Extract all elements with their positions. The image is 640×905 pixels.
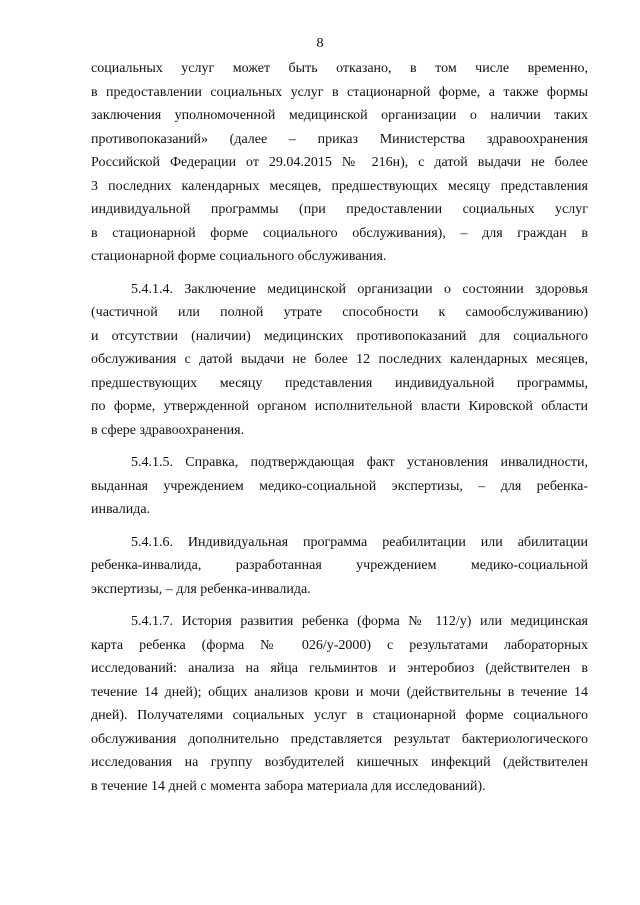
text-line: по форме, утвержденной органом исполнительной власти Кировской области <box>91 399 588 414</box>
text-line: 5.4.1.6. Индивидуальная программа реабилитации или абилитации <box>131 534 588 550</box>
paragraph-5-4-1-4 <box>91 278 588 443</box>
text-line: ребенка-инвалида, разработанная учреждением медико-социальной <box>91 558 588 573</box>
document-body <box>91 57 588 798</box>
text-line: 5.4.1.4. Заключение медицинской организации о состоянии здоровья <box>131 281 588 297</box>
paragraph-spacer <box>91 442 588 451</box>
text-line: 3 последних календарных месяцев, предшествующих месяцу представления <box>91 178 588 194</box>
text-line: экспертизы, – для ребенка-инвалида. <box>91 581 311 597</box>
text-line: 5.4.1.5. Справка, подтверждающая факт установления инвалидности, <box>131 455 588 470</box>
text-line: обслуживания дополнительно представляется результат бактериологического <box>91 731 588 747</box>
text-line: исследования на группу возбудителей кишечных инфекций (действителен <box>91 755 588 770</box>
text-line: 5.4.1.7. История развития ребенка (форма № 112/у) или медицинская <box>131 614 588 629</box>
text-line: социальных услуг может быть отказано, в том числе временно, <box>91 61 588 76</box>
paragraph-5-4-1-7 <box>91 610 588 798</box>
text-line: противопоказаний» (далее – приказ Министерства здравоохранения <box>91 131 588 147</box>
text-line: в стационарной форме социального обслуживания), – для граждан в <box>91 225 588 241</box>
text-line: в течение 14 дней с момента забора материала для исследований). <box>91 778 486 794</box>
text-line: индивидуальной программы (при предоставлении социальных услуг <box>91 202 588 217</box>
text-line: Российской Федерации от 29.04.2015 № 216н), с датой выдачи не более <box>91 155 588 170</box>
text-line: выданная учреждением медико-социальной экспертизы, – для ребенка- <box>91 478 588 494</box>
text-line: в предоставлении социальных услуг в стационарной форме, а также формы <box>91 84 588 100</box>
text-line: предшествующих месяцу представления индивидуальной программы, <box>91 375 588 391</box>
paragraph-continuation <box>91 57 588 269</box>
text-line: стационарной форме социального обслуживания. <box>91 249 387 264</box>
paragraph-spacer <box>91 522 588 531</box>
paragraph-5-4-1-6 <box>91 531 588 602</box>
text-line: в сфере здравоохранения. <box>91 422 245 438</box>
text-line: инвалида. <box>91 502 151 517</box>
text-line: карта ребенка (форма № 026/у-2000) с результатами лабораторных <box>91 637 588 653</box>
text-line: обслуживания с датой выдачи не более 12 последних календарных месяцев, <box>91 352 588 367</box>
paragraph-5-4-1-5 <box>91 451 588 522</box>
paragraph-spacer <box>91 269 588 278</box>
text-line: заключения уполномоченной медицинской организации о наличии таких <box>91 108 588 123</box>
text-line: (частичной или полной утрате способности к самообслуживанию) <box>91 305 588 320</box>
text-line: течение 14 дней); общих анализов крови и мочи (действительны в течение 14 <box>91 684 588 700</box>
text-line: и отсутствии (наличии) медицинских противопоказаний для социального <box>91 328 588 344</box>
page-number: 8 <box>316 36 324 51</box>
text-line: исследований: анализа на яйца гельминтов и энтеробиоз (действителен в <box>91 661 588 676</box>
text-line: дней). Получателями социальных услуг в стационарной форме социального <box>91 708 588 723</box>
paragraph-spacer <box>91 601 588 610</box>
